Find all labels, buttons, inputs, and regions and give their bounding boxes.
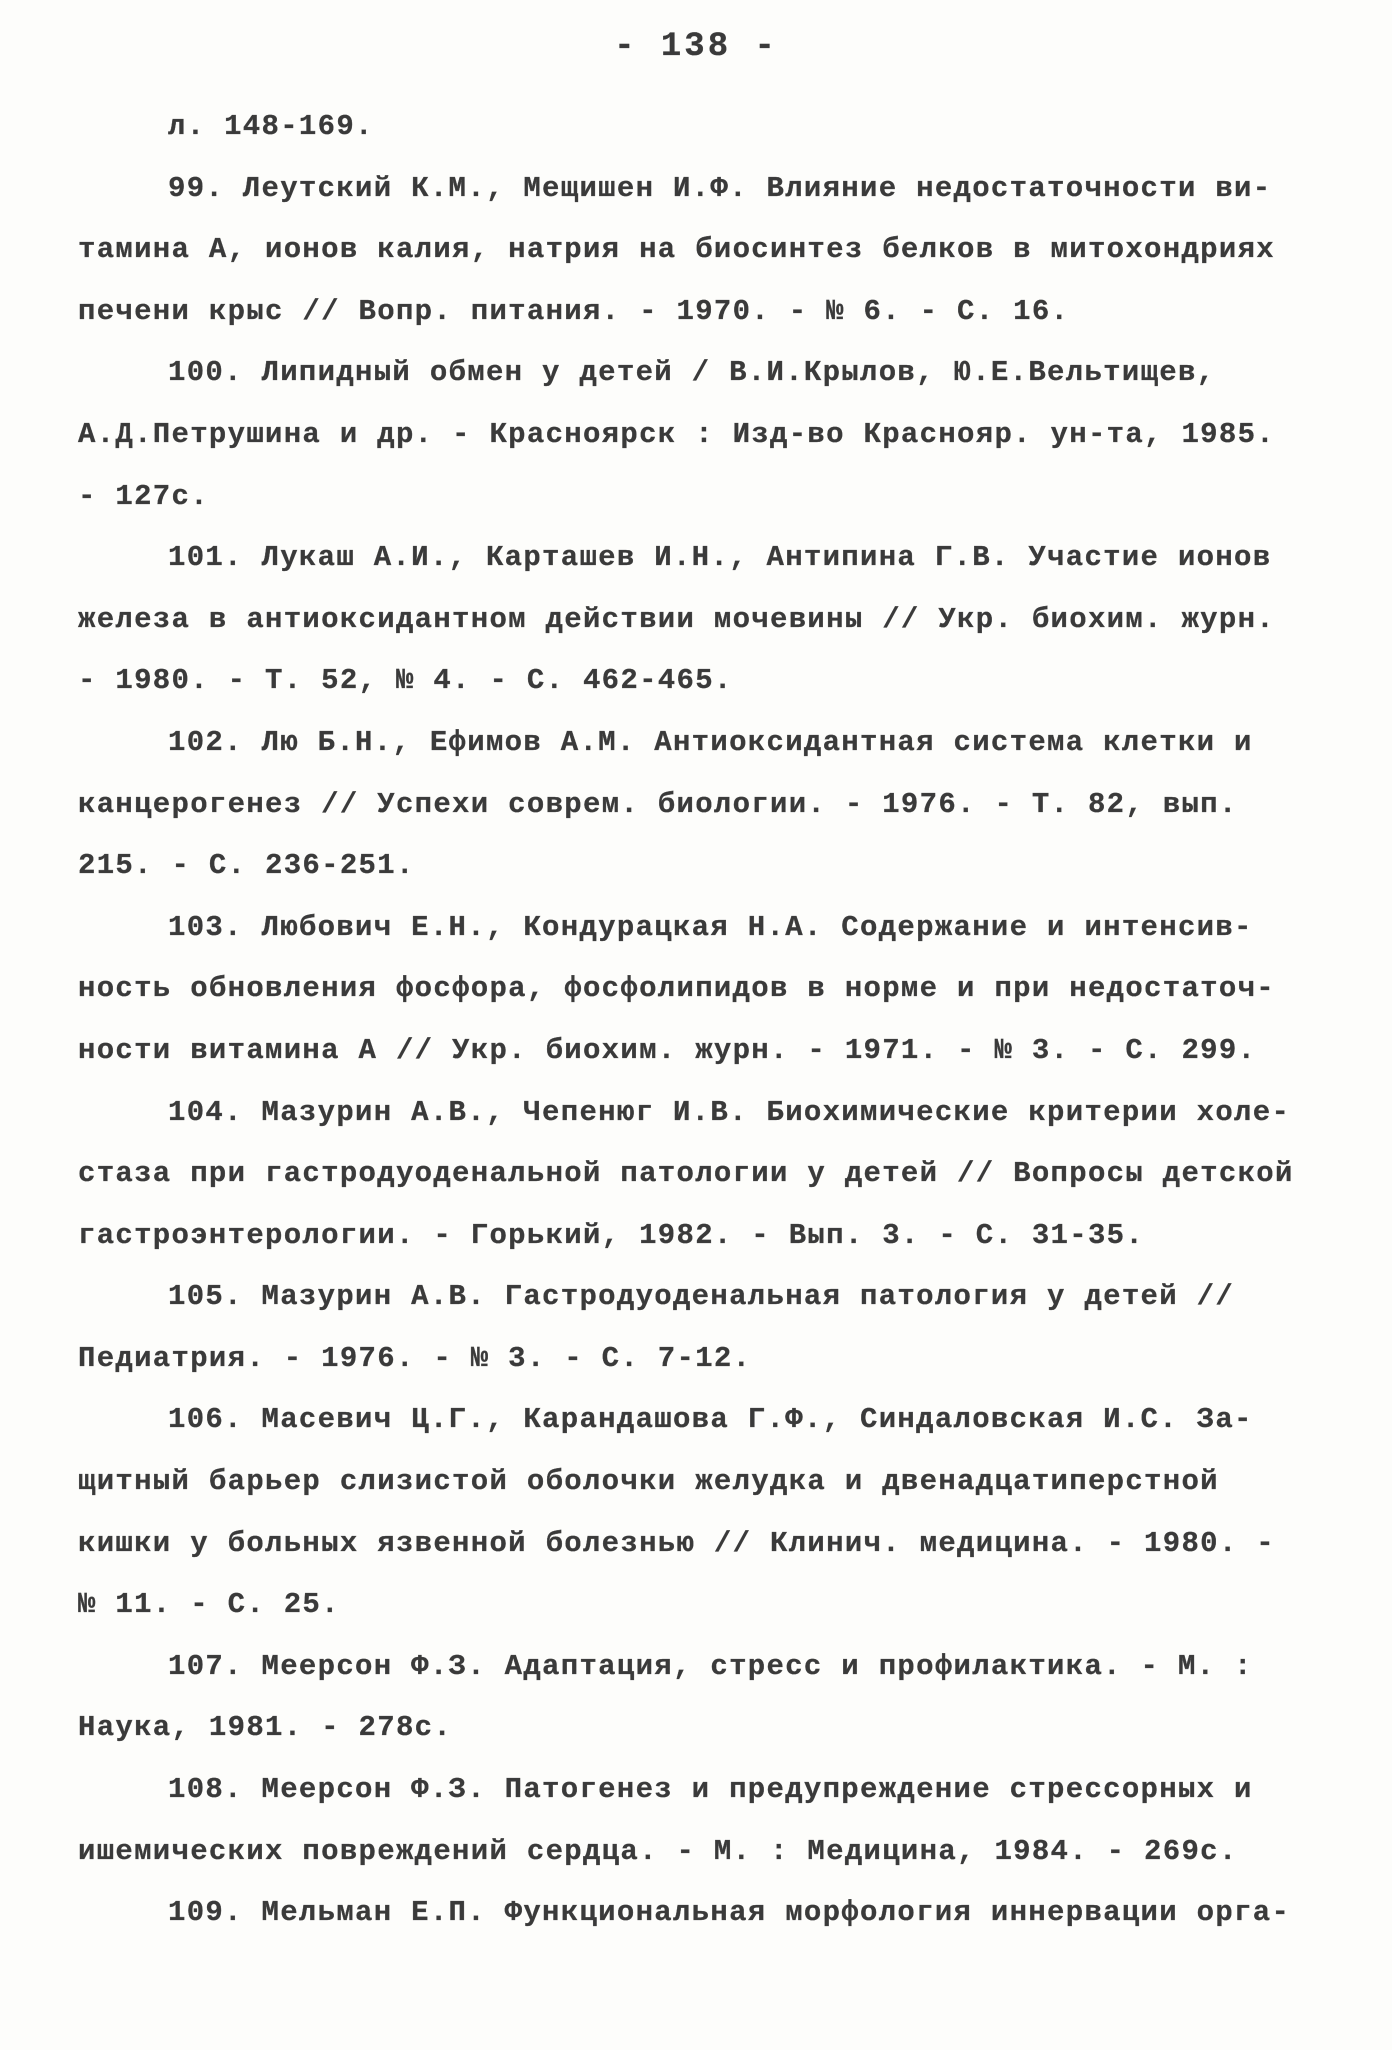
entry-line: 101. Лукаш А.И., Карташев И.Н., Антипина Г.В. Участие ионов <box>168 541 1272 575</box>
entry-line: ишемических повреждений сердца. - М. : Медицина, 1984. - 269с. <box>78 1834 1238 1868</box>
entry-line: тамина А, ионов калия, натрия на биосинтез белков в митохондриях <box>78 233 1275 267</box>
entry-line: л. 148-169. <box>168 110 374 143</box>
entry-line: 106. Масевич Ц.Г., Карандашова Г.Ф., Синдаловская И.С. За- <box>168 1403 1253 1437</box>
entry-line: 99. Леутский К.М., Мещишен И.Ф. Влияние недостаточности ви- <box>168 171 1272 205</box>
entry-line: стаза при гастродуоденальной патологии у детей // Вопросы детской <box>78 1157 1294 1191</box>
entry-line: 102. Лю Б.Н., Ефимов А.М. Антиоксидантная система клетки и <box>168 725 1253 759</box>
bibliography-entry <box>78 158 1328 343</box>
entry-line: канцерогенез // Успехи соврем. биологии. - 1976. - Т. 82, вып. <box>78 787 1238 821</box>
entry-line: 103. Любович Е.Н., Кондурацкая Н.А. Содержание и интенсив- <box>168 910 1253 944</box>
bibliography-list <box>78 96 1328 1944</box>
entry-line: 107. Меерсон Ф.З. Адаптация, стресс и профилактика. - М. : <box>168 1649 1253 1683</box>
entry-line: ности витамина А // Укр. биохим. журн. - 1971. - № 3. - С. 299. <box>78 1033 1257 1067</box>
entry-line: А.Д.Петрушина и др. - Красноярск : Изд-во Краснояр. ун-та, 1985. <box>78 417 1275 451</box>
bibliography-entry <box>78 1266 1328 1389</box>
bibliography-entry <box>78 1882 1328 1944</box>
entry-line: 109. Мельман Е.П. Функциональная морфология иннервации орга- <box>168 1896 1291 1930</box>
entry-line: щитный барьер слизистой оболочки желудка и двенадцатиперстной <box>78 1465 1219 1499</box>
entry-line: 100. Липидный обмен у детей / В.И.Крылов, Ю.Е.Вельтищев, <box>168 356 1216 390</box>
bibliography-entry <box>78 1759 1328 1882</box>
bibliography-entry <box>78 1636 1328 1759</box>
bibliography-entry <box>78 96 1328 158</box>
entry-line: печени крыс // Вопр. питания. - 1970. - № 6. - С. 16. <box>78 294 1070 328</box>
bibliography-entry <box>78 897 1328 1082</box>
bibliography-entry <box>78 342 1328 527</box>
entry-line: ность обновления фосфора, фосфолипидов в норме и при недостаточ- <box>78 972 1275 1006</box>
entry-line: 104. Мазурин А.В., Чепенюг И.В. Биохимические критерии холе- <box>168 1095 1291 1129</box>
entry-line: 215. - С. 236-251. <box>78 849 415 883</box>
page-number: - 138 - <box>614 28 778 66</box>
bibliography-entry <box>78 1082 1328 1267</box>
entry-line: - 1980. - Т. 52, № 4. - С. 462-465. <box>78 664 733 698</box>
entry-line: Педиатрия. - 1976. - № 3. - С. 7-12. <box>78 1341 752 1375</box>
bibliography-entry <box>78 527 1328 712</box>
entry-line: № 11. - С. 25. <box>78 1588 340 1622</box>
entry-line: Наука, 1981. - 278с. <box>78 1711 453 1745</box>
entry-line: гастроэнтерологии. - Горький, 1982. - Вып. 3. - С. 31-35. <box>78 1218 1145 1252</box>
entry-line: - 127с. <box>78 479 209 513</box>
bibliography-entry <box>78 1389 1328 1635</box>
entry-line: железа в антиоксидантном действии мочевины // Укр. биохим. журн. <box>78 602 1275 636</box>
bibliography-entry <box>78 712 1328 897</box>
entry-line: 105. Мазурин А.В. Гастродуоденальная патология у детей // <box>168 1280 1235 1314</box>
entry-line: кишки у больных язвенной болезнью // Клинич. медицина. - 1980. - <box>78 1526 1275 1560</box>
entry-line: 108. Меерсон Ф.З. Патогенез и предупреждение стрессорных и <box>168 1773 1253 1807</box>
